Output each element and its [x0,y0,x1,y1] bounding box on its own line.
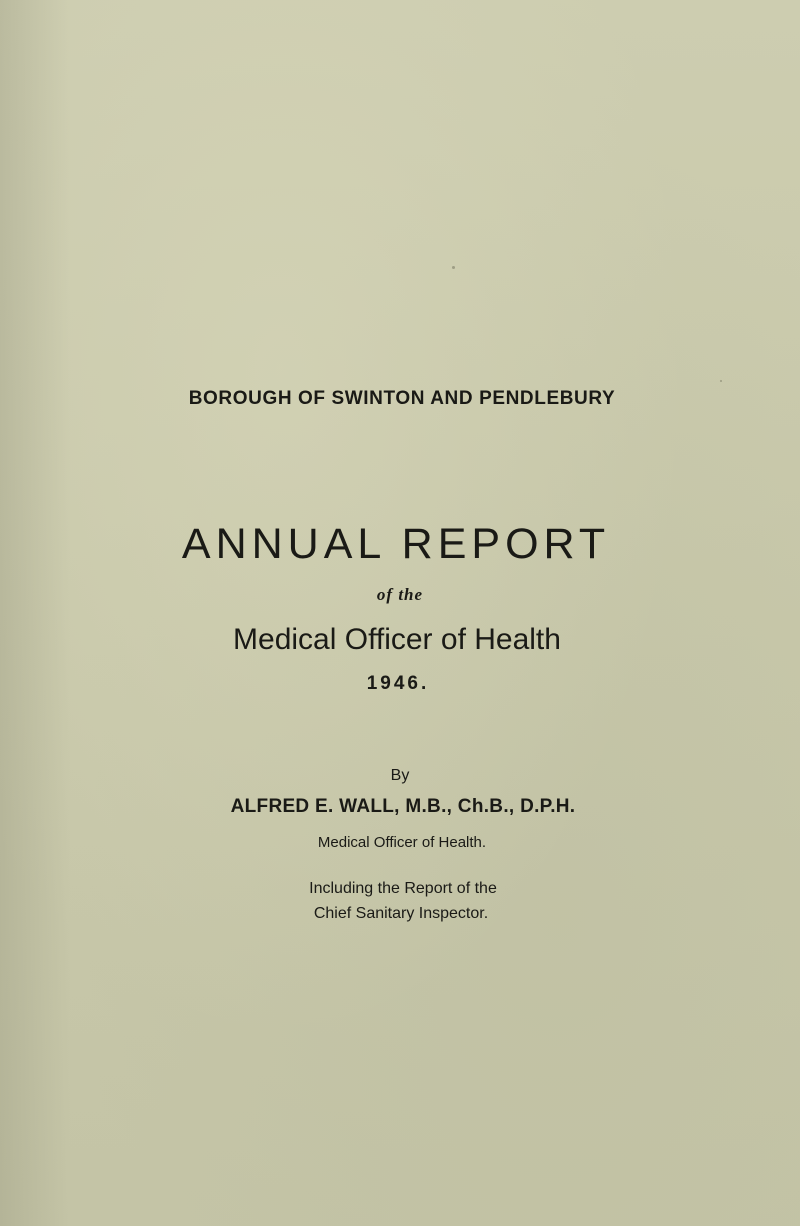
of-the-connector: of the [376,585,424,604]
author-name: ALFRED E. WALL, M.B., Ch.B., D.P.H. [230,796,576,817]
borough-heading: BOROUGH OF SWINTON AND PENDLEBURY [188,388,616,409]
report-title: ANNUAL REPORT [181,520,611,568]
by-label: By [390,767,410,784]
author-title: Medical Officer of Health. [317,834,487,851]
including-note-line-2: Chief Sanitary Inspector. [313,905,489,922]
paper-speck [720,380,722,382]
paper-speck [452,266,455,269]
report-year: 1946. [366,673,430,694]
report-subject: Medical Officer of Health [233,623,561,656]
page-edge-shadow [0,0,70,1226]
including-note-line-1: Including the Report of the [309,880,497,897]
